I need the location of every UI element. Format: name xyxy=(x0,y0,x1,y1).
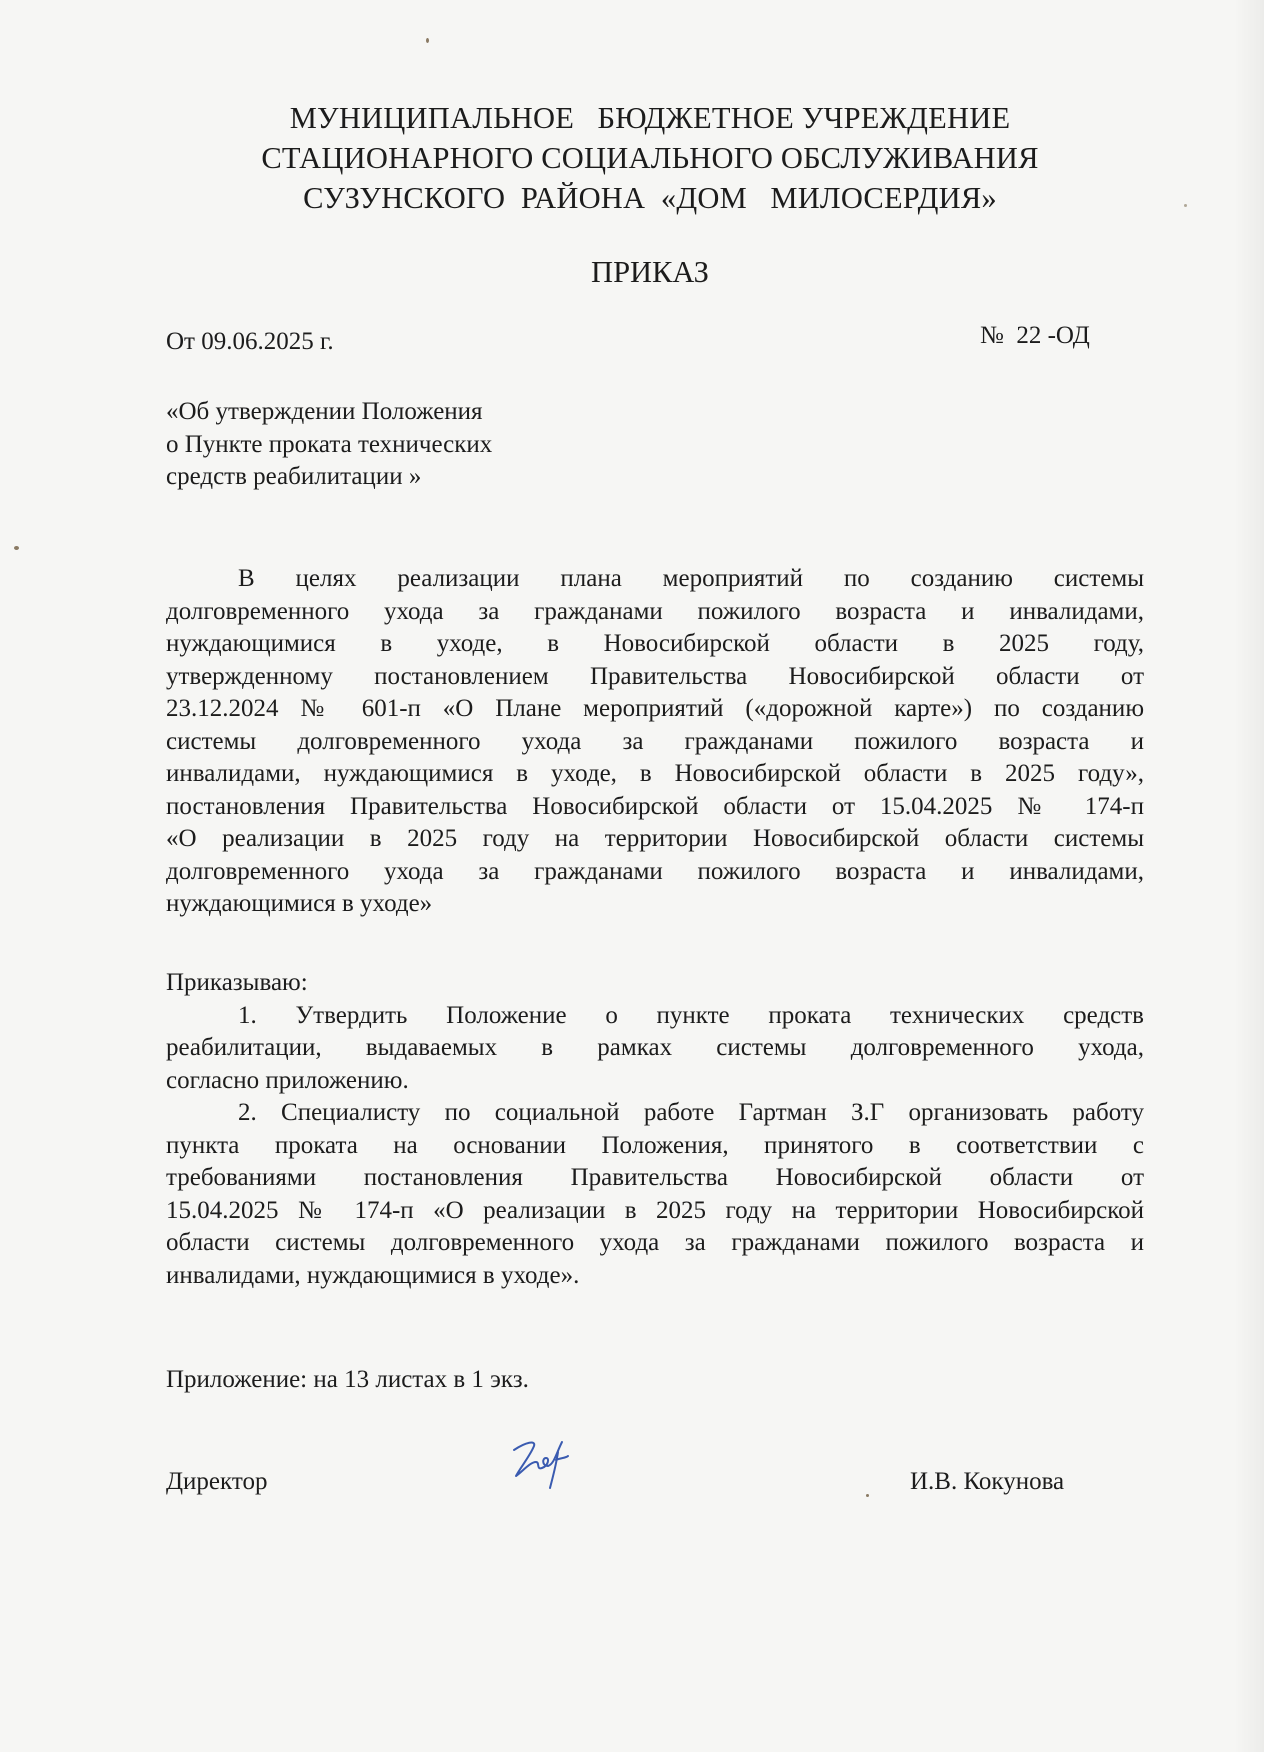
handwritten-signature xyxy=(506,1432,576,1492)
preamble-line: долговременного ухода за гражданами пожилого возраста и инвалидами, xyxy=(166,857,1144,885)
appendix-note: Приложение: на 13 листах в 1 экз. xyxy=(166,1366,529,1393)
scan-speck xyxy=(426,38,429,43)
preamble-line: утвержденному постановлением Правительства Новосибирской области от xyxy=(166,662,1144,690)
preamble-line: нуждающимися в уходе, в Новосибирской области в 2025 году, xyxy=(166,630,1144,657)
item-1-line: согласно приложению. xyxy=(166,1066,409,1094)
item-2-line: инвалидами, нуждающимися в уходе». xyxy=(166,1261,580,1289)
director-title: Директор xyxy=(166,1468,268,1495)
order-section xyxy=(166,967,1144,1292)
page-edge-shadow xyxy=(1234,0,1264,1752)
item-1-line: 1. Утвердить Положение о пункте проката технических средств xyxy=(238,1001,1144,1029)
order-date: От 09.06.2025 г. xyxy=(166,328,334,355)
preamble-paragraph xyxy=(166,563,1144,921)
scan-speck xyxy=(866,1494,869,1497)
order-number: № 22 -ОД xyxy=(980,322,1090,349)
item-2-line: 2. Специалисту по социальной работе Гартман З.Г организовать работу xyxy=(238,1099,1144,1126)
subject-line-2: о Пункте проката технических xyxy=(166,430,493,458)
header-line-2: СТАЦИОНАРНОГО СОЦИАЛЬНОГО ОБСЛУЖИВАНИЯ xyxy=(261,141,1039,175)
document-title: ПРИКАЗ xyxy=(591,255,709,289)
preamble-line: долговременного ухода за гражданами пожилого возраста и инвалидами, xyxy=(166,597,1144,625)
organization-header xyxy=(150,98,1150,218)
header-line-1: МУНИЦИПАЛЬНОЕ БЮДЖЕТНОЕ УЧРЕЖДЕНИЕ xyxy=(289,101,1011,135)
preamble-line: 23.12.2024 № 601-п «О Плане мероприятий («дорожной карте») по созданию xyxy=(166,695,1144,722)
scan-speck xyxy=(14,546,19,550)
subject-line-3: средств реабилитации » xyxy=(166,463,422,490)
preamble-line: «О реализации в 2025 году на территории Новосибирской области системы xyxy=(166,825,1144,852)
item-2-line: 15.04.2025 № 174-п «О реализации в 2025 году на территории Новосибирской xyxy=(166,1196,1144,1224)
item-2-line: пункта проката на основании Положения, принятого в соответствии с xyxy=(166,1131,1144,1159)
preamble-line: В целях реализации плана мероприятий по созданию системы xyxy=(238,565,1144,592)
order-intro: Приказываю: xyxy=(166,969,308,996)
scan-speck xyxy=(1184,204,1187,207)
preamble-line: постановления Правительства Новосибирской области от 15.04.2025 № 174-п xyxy=(166,792,1144,820)
item-2-line: области системы долговременного ухода за гражданами пожилого возраста и xyxy=(166,1229,1144,1256)
preamble-line: нуждающимися в уходе» xyxy=(166,890,433,917)
item-2-line: требованиями постановления Правительства Новосибирской области от xyxy=(166,1164,1144,1191)
preamble-line: системы долговременного ухода за гражданами пожилого возраста и xyxy=(166,727,1144,755)
header-line-3: СУЗУНСКОГО РАЙОНА «ДОМ МИЛОСЕРДИЯ» xyxy=(303,181,997,215)
order-subject xyxy=(166,396,492,494)
preamble-line: инвалидами, нуждающимися в уходе, в Новосибирской области в 2025 году», xyxy=(166,760,1144,787)
subject-line-1: «Об утверждении Положения xyxy=(166,398,483,425)
item-1-line: реабилитации, выдаваемых в рамках системы долговременного ухода, xyxy=(166,1034,1144,1061)
director-name: И.В. Кокунова xyxy=(910,1468,1065,1495)
